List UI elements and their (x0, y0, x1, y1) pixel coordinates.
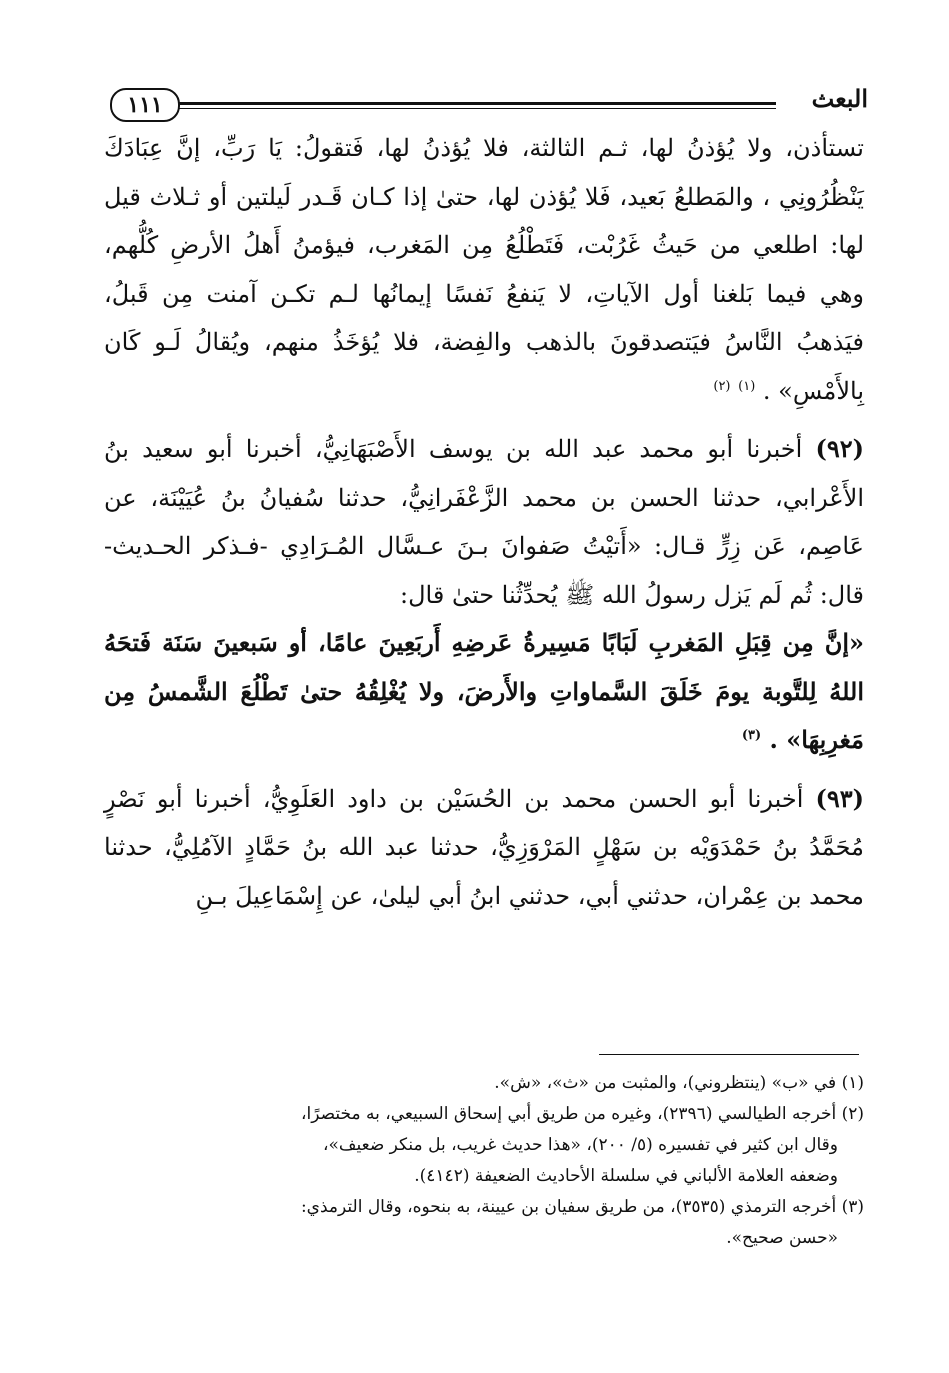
hadith-93 (104, 775, 864, 921)
footnote-3-line-1: (٣) أخرجه الترمذي (٣٥٣٥)، من طريق سفيان بن عيينة، به بنحوه، وقال الترمذي: (300, 1197, 864, 1217)
main-text (104, 124, 864, 920)
paragraph-continuation (104, 124, 864, 415)
footnote-3-line-2: «حسن صحيح». (726, 1228, 838, 1248)
hadith-93-text: أخبرنا أبو الحسن محمد بن الحُسَيْن بن داود العَلَوِيُّ، أخبرنا أبو نَصْرٍ مُحَمَّدُ بنُ حَمْدَوَيْه بن سَهْلٍ المَرْوَزِيُّ، حدثنا عبد الله بنُ حَمَّادٍ الآمُلِيُّ، حدثنا محمد بن عِمْران، حدثني أبي، حدثني ابنُ أبي ليلىٰ، عن إِسْمَاعِيلَ بـنِ (104, 784, 864, 910)
paragraph-1-text: تستأذن، ولا يُؤذنُ لها، ثـم الثالثة، فلا يُؤذنُ لها، فَتقولُ: يَا رَبِّ، إنَّ عِبَادَكَ يَنْظُرُونِي ، والمَطلعُ بَعيد، فَلا يُؤذن لها، حتىٰ إذا كـان قَـدر لَيلتين أو ثـلاث قيل لها: اطلعي من حَيثُ غَرُبْت، فَتَطْلُعُ مِن المَغرب، فيؤمنُ أَهلُ الأرضِ كُلُّهم، وهي فيما بَلغنا أول الآياتِ، لا يَنفعُ نَفسًا إيمانُها لـم تكـن آمنت مِن قَبلُ، فيَذهبُ النَّاسُ فيَتصدقونَ بالذهب والفِضة، فلا يُؤخَذُ منهم، ويُقالُ لَـو كَان بِالأَمْسِ» . (104, 134, 865, 405)
footnote-2-line-1: (٢) أخرجه الطيالسي (٢٣٩٦)، وغيره من طريق أبي إسحاق السبيعي، به مختصرًا، (301, 1104, 864, 1124)
hadith-number-92: (٩٢) (815, 434, 864, 463)
hadith-92 (104, 425, 864, 619)
footnote-separator (599, 1054, 859, 1055)
footnote-ref-2: (٢) (713, 378, 731, 394)
footnote-1: (١) في «ب» (ينتظروني)، والمثبت من «ث»، «ش». (494, 1073, 864, 1093)
header-rule-thin (178, 108, 776, 109)
footnote-2-line-3: وضعفه العلامة الألباني في سلسلة الأحاديث الضعيفة (٤١٤٢). (414, 1166, 838, 1186)
footnote-ref-1: (١) (738, 378, 756, 394)
page-header (100, 82, 868, 122)
footnote-2-line-2: وقال ابن كثير في تفسيره (٥/ ٢٠٠)، «هذا حديث غريب، بل منكر ضعيف»، (323, 1135, 838, 1155)
hadith-92-text: أخبرنا أبو محمد عبد الله بن يوسف الأَصْبَهَانِيُّ، أخبرنا أبو سعيد بنُ الأَعْرابي، حدثنا الحسن بن محمد الزَّعْفَرانِيُّ، حدثنا سُفيانُ بنُ عُيَيْنَة، عن عَاصِم، عَن زِرٍّ قـال: «أَتيْتُ صَفوانَ بـنَ عـسَّال المُـرَادِي -فـذكر الحـديث- قال: ثُم لَم يَزل رسولُ الله ﷺ يُحدِّثُنا حتىٰ قال: (104, 435, 864, 609)
running-title: البعث (811, 84, 868, 113)
hadith-92-matn (104, 619, 864, 765)
page-number: ١١١ (110, 88, 180, 122)
footnotes (104, 1068, 864, 1254)
header-rule (178, 102, 776, 105)
hadith-number-93: (٩٣) (815, 783, 865, 813)
hadith-92-matn-text: «إنَّ مِن قِبَلِ المَغربِ لَبَابًا مَسِيرةُ عَرضِهِ أَربَعِينَ عامًا، أو سَبعينَ سَنَة فَتحَهُ اللهُ لِلتَّوبة يومَ خَلَقَ السَّماواتِ والأَرضَ، ولا يُغْلِقُهُ حتىٰ تَطْلُعَ الشَّمسُ مِن مَغرِبِهَا» . (104, 628, 864, 754)
footnote-ref-3: (٣) (741, 728, 762, 743)
